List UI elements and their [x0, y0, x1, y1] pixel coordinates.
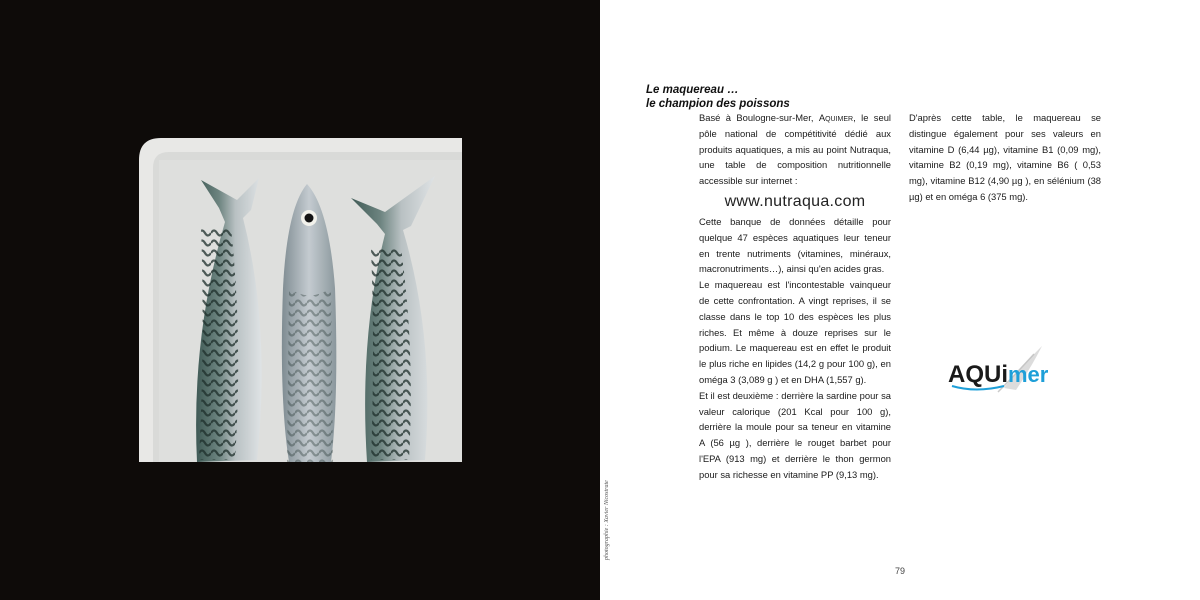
paragraph-3: Le maquereau est l'incontestable vainqueur de cette confrontation. A vingt reprises, il se classe dans le top 10 des espèces les plus riches. Et même à douze reprises sur le podium. Le maquereau est en effet le produit le plus riche en lipides (14,2 g pour 100 g), en oméga 3 (3,089 g ) et en DHA (1,557 g).: [699, 279, 891, 385]
intro-end: , le seul pôle national de compétitivité dédié aux produits aquatiques, a mis au point Nutraqua, une table de composition nutritionnelle accessible sur internet :: [699, 112, 891, 187]
paragraph-5: D'après cette table, le maquereau se distingue également pour ses valeurs en vitamine D (6,44 µg), vitamine B1 (0,09 mg), vitamine B2 (0,19 mg), vitamine B6 ( 0,53 mg), vitamine B12 (4,90 µg ), en sélénium (38 µg) et en oméga 6 (375 mg).: [909, 112, 1101, 202]
aquimer-name: Aquimer: [818, 112, 854, 123]
logo-text-mer: mer: [1008, 362, 1049, 387]
intro-start: Basé à Boulogne-sur-Mer,: [699, 112, 819, 123]
title-line-2: le champion des poissons: [646, 98, 790, 110]
mackerel-photo: [139, 138, 462, 462]
aquimer-logo: [946, 344, 1064, 396]
intro-paragraph: [699, 110, 891, 189]
text-column-2: [909, 110, 1101, 205]
text-column-1: [699, 110, 891, 483]
page-number: 79: [894, 566, 905, 576]
paragraph-2: Cette banque de données détaille pour quelque 47 espèces aquatiques leur teneur en trente nutriments (vitamines, minéraux, macronutriments…), ainsi qu'en acides gras.: [699, 215, 891, 275]
paragraph-4: Et il est deuxième : derrière la sardine pour sa valeur calorique (201 Kcal pour 100 g), derrière la moule pour sa teneur en vitamine A (56 µg ), derrière le rouget barbet pour l'EPA (913 mg) et derrière le thon germon pour sa richesse en vitamine PP (9,13 mg).: [699, 389, 891, 480]
website-link[interactable]: www.nutraqua.com: [724, 192, 866, 210]
title-line-1: Le maquereau …: [646, 84, 739, 96]
article-title: [646, 83, 790, 111]
photo-credit: photographie : Xavier Nicostrate: [604, 480, 610, 560]
logo-text-aqui: AQUi: [948, 361, 1008, 388]
